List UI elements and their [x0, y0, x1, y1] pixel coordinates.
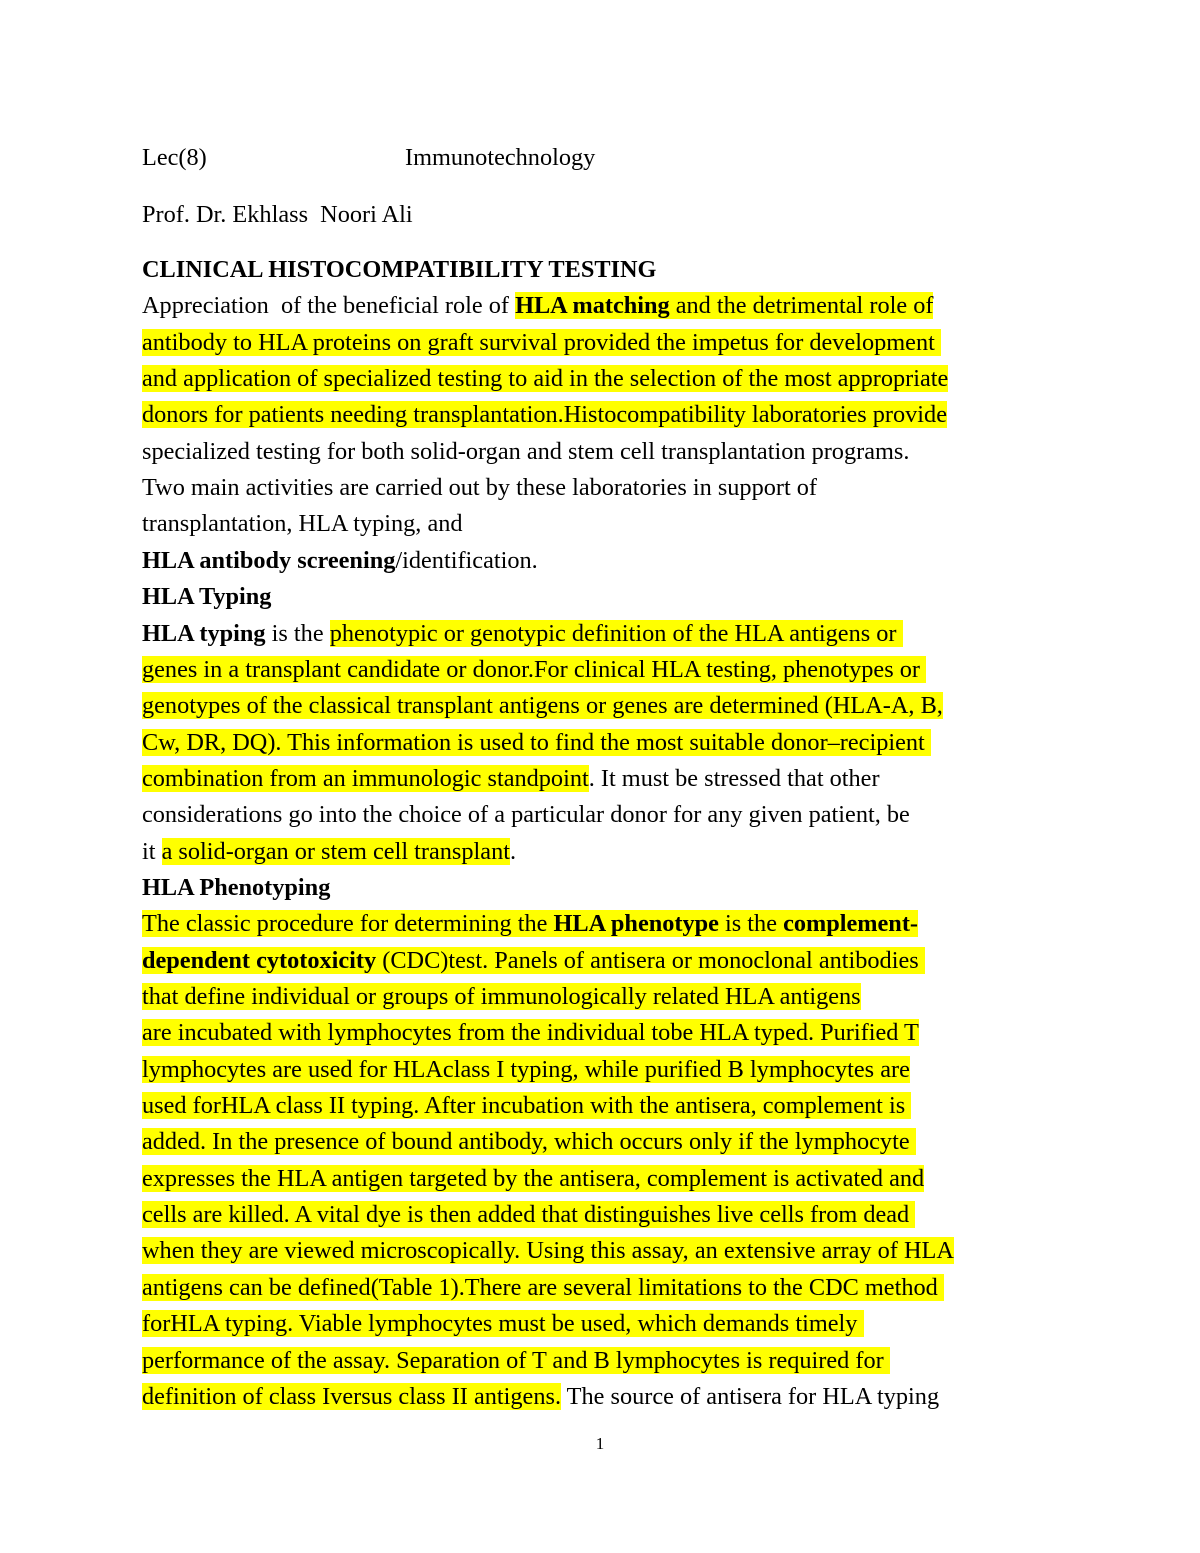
bold-text: HLA antibody screening	[142, 546, 396, 574]
text-line	[142, 909, 918, 939]
bold-text: dependent cytotoxicity	[142, 946, 377, 974]
text-segment: donors for patients needing transplantation.Histocompatibility laboratories provide	[142, 401, 947, 429]
text-line	[142, 873, 330, 903]
text-line	[142, 946, 925, 976]
bold-text: HLA Phenotyping	[142, 873, 331, 901]
text-segment: After incubation with the antisera, complement is	[424, 1092, 912, 1120]
text-line	[142, 473, 817, 503]
text-segment: that define individual or groups of immunologically related HLA antigens	[142, 983, 861, 1010]
text-line	[142, 728, 931, 758]
text-segment: and application of specialized testing to aid in the selection of the most appropriate	[142, 365, 949, 393]
text-segment: antibody to HLA proteins on graft survival provided the impetus for development	[142, 328, 941, 356]
text-segment: antigens can be defined(Table 1).There are several limitations to the CDC method	[142, 1273, 944, 1301]
text-segment: and the detrimental role of	[669, 292, 934, 320]
text-line	[142, 1236, 954, 1266]
text-segment: genes in a transplant candidate or donor.For clinical HLA testing, phenotypes or	[142, 655, 927, 683]
text-segment: is the	[265, 619, 330, 647]
bold-text: HLA matching	[515, 292, 670, 320]
bold-text: HLA Typing	[142, 583, 272, 611]
text-segment: (CDC)test. Panels of antisera or monoclonal antibodies	[376, 946, 925, 974]
text-line	[142, 546, 538, 576]
text-line	[142, 1127, 916, 1157]
text-line	[142, 291, 933, 321]
text-segment: expresses the HLA antigen targeted by the antisera, complement is activated and	[142, 1164, 925, 1192]
text-segment: used forHLA class II typing.	[142, 1092, 425, 1120]
text-segment: it	[142, 837, 162, 865]
text-line	[142, 509, 463, 539]
text-line	[142, 255, 656, 285]
text-line	[142, 1055, 910, 1085]
text-line	[142, 1018, 919, 1048]
text-segment: Two main activities are carried out by these laboratories in support of	[142, 474, 818, 502]
text-segment: definition of class Iversus class II antigens.	[142, 1382, 562, 1410]
text-segment: when they are viewed microscopically. Using this assay, an extensive array of HLA	[142, 1237, 954, 1265]
text-segment: transplantation, HLA typing, and	[142, 510, 463, 538]
text-segment: .	[509, 837, 517, 865]
text-segment: genotypes of the classical transplant antigens or genes are determined (HLA-A, B,	[142, 692, 943, 720]
text-segment: specialized testing for both solid-organ and stem cell transplantation programs.	[142, 437, 910, 465]
text-line	[142, 1309, 864, 1339]
text-line	[142, 1200, 915, 1230]
text-segment: combination from an immunologic standpoint	[142, 764, 589, 792]
text-segment: . It must be stressed that other	[588, 764, 880, 792]
text-segment: Cw, DR, DQ). This information is used to find the most suitable donor–recipient	[142, 728, 931, 756]
bold-text: CLINICAL HISTOCOMPATIBILITY TESTING	[142, 256, 657, 283]
text-line	[142, 691, 943, 721]
text-segment: a solid-organ or stem cell transplant	[161, 837, 510, 865]
page-number: 1	[595, 1434, 605, 1453]
text-segment: /identification.	[395, 546, 538, 574]
text-segment: forHLA typing. Viable lymphocytes must be used, which demands timely	[142, 1310, 864, 1338]
text-segment: Appreciation of the beneficial role of	[142, 292, 516, 320]
text-segment: cells are killed. A vital dye is then added that distinguishes live cells from dead	[142, 1201, 916, 1229]
lecture-label: Lec(8)	[142, 144, 207, 171]
text-line	[142, 1164, 924, 1194]
text-segment: The classic procedure for determining the	[142, 910, 554, 938]
text-segment: The source of antisera for HLA typing	[561, 1382, 940, 1410]
text-line	[142, 619, 903, 649]
text-line	[142, 328, 941, 358]
text-segment: performance of the assay. Separation of T and B lymphocytes is required for	[142, 1346, 890, 1374]
text-line	[142, 400, 947, 430]
text-line	[142, 764, 880, 794]
text-segment: considerations go into the choice of a particular donor for any given patient, be	[142, 801, 910, 829]
text-line	[142, 1091, 911, 1121]
text-segment: phenotypic or genotypic definition of the HLA antigens or	[329, 619, 903, 647]
text-segment: are incubated with lymphocytes from the individual tobe HLA typed. Purified T	[142, 1019, 919, 1047]
text-line	[142, 582, 271, 612]
bold-text: complement-	[783, 910, 919, 938]
text-segment: is the	[718, 910, 784, 938]
text-line	[142, 1273, 944, 1303]
text-line	[142, 437, 909, 467]
course-title: Immunotechnology	[405, 144, 596, 171]
text-line	[142, 982, 861, 1012]
text-segment: lymphocytes are used for HLAclass I typing, while purified B lymphocytes are	[142, 1055, 910, 1083]
text-line	[142, 1346, 890, 1376]
text-line	[142, 364, 948, 394]
author-name: Prof. Dr. Ekhlass Noori Ali	[142, 201, 413, 228]
bold-text: HLA typing	[142, 619, 266, 647]
text-line	[142, 837, 516, 867]
text-line	[142, 655, 926, 685]
text-segment: added. In the presence of bound antibody, which occurs only if the lymphocyte	[142, 1128, 916, 1156]
text-line	[142, 800, 910, 830]
bold-text: HLA phenotype	[553, 910, 719, 938]
text-line	[142, 1382, 939, 1412]
